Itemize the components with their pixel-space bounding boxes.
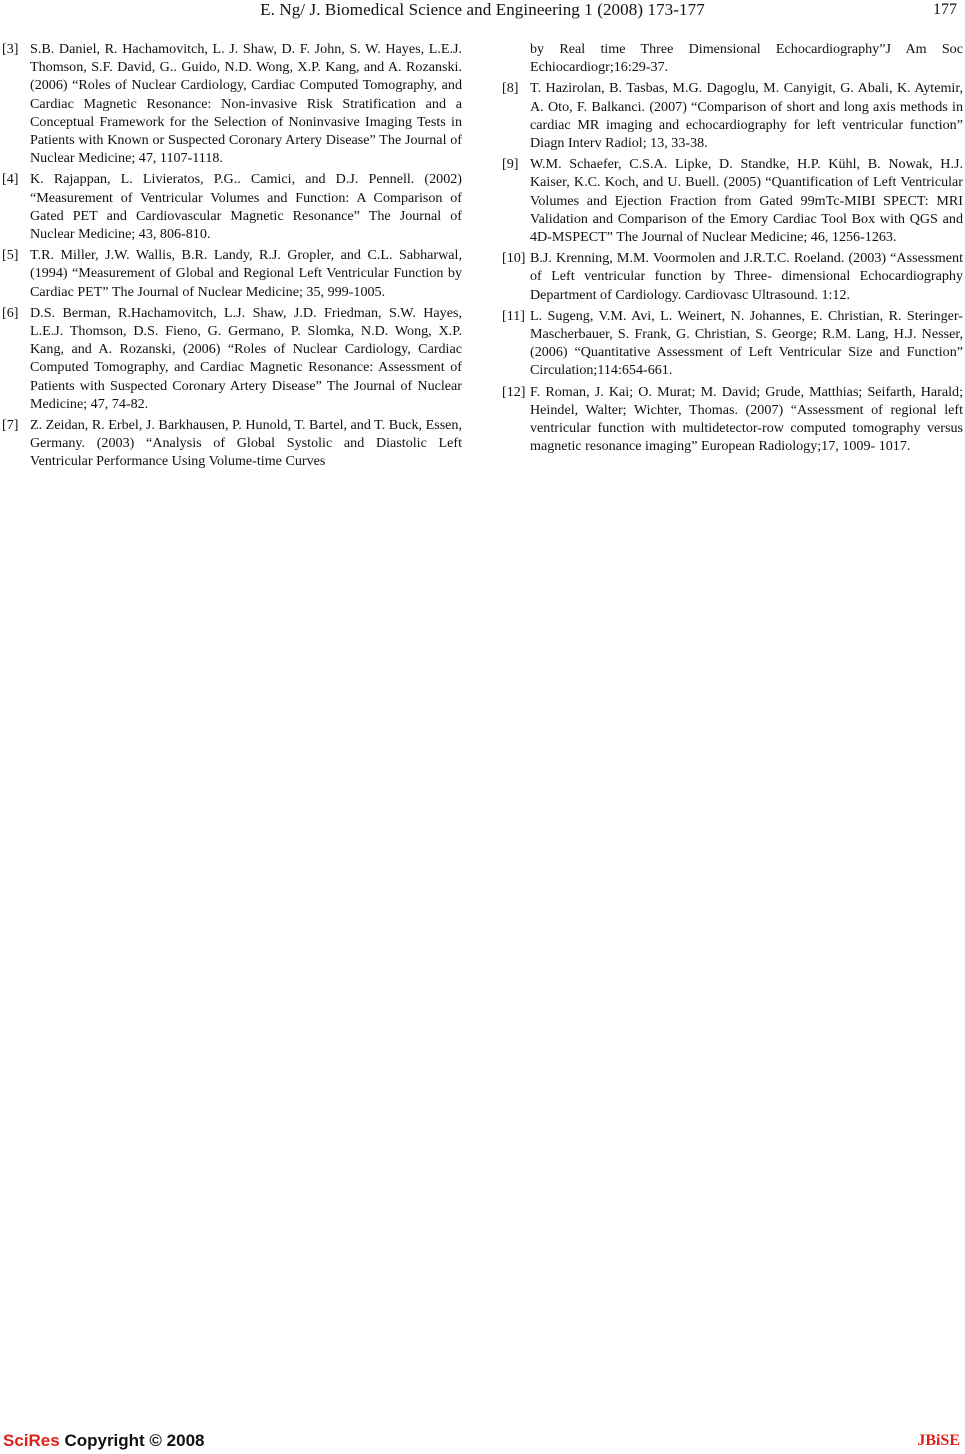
reference-item	[2, 246, 462, 301]
journal-abbreviation: JBiSE	[917, 1432, 960, 1449]
page-number: 177	[933, 1, 957, 18]
reference-item	[502, 155, 963, 246]
reference-number: [12]	[502, 383, 526, 400]
reference-item	[502, 249, 963, 304]
copyright-text: Copyright © 2008	[64, 1431, 205, 1450]
running-title: E. Ng/ J. Biomedical Science and Engineering 1 (2008) 173-177	[260, 0, 705, 19]
reference-text: F. Roman, J. Kai; O. Murat; M. David; Grude, Matthias; Seifarth, Harald; Heindel, Walter; Wichter, Thomas. (2007) “Assessment of regional left ventricular function with multidetector-row computed tomography versus magnetic resonance imaging” European Radiology;17, 1009- 1017.	[530, 383, 963, 455]
reference-number: [5]	[2, 247, 19, 264]
reference-item	[502, 307, 963, 380]
reference-number: [3]	[2, 41, 19, 57]
reference-number: [7]	[2, 417, 19, 434]
reference-item	[502, 383, 963, 456]
reference-text: W.M. Schaefer, C.S.A. Lipke, D. Standke, H.P. Kühl, B. Nowak, H.J. Kaiser, K.C. Koch, and U. Buell. (2005) “Quantification of Left Ventricular Volumes and Ejection Fraction from Gated 99mTc-MIBI SPECT: MRI Validation and Comparison of the Emory Cardiac Tool Box with QGS and 4D-MSPECT” The Journal of Nuclear Medicine; 46, 1256-1263.	[530, 156, 963, 246]
reference-text: S.B. Daniel, R. Hachamovitch, L. J. Shaw, D. F. John, S. W. Hayes, L.E.J. Thomson, S.F. David, G.. Guido, N.D. Wong, X.P. Kang, and A. Rozanski. (2006) “Roles of Nuclear Cardiology, Cardiac Computed Tomography, and Cardiac Magnetic Resonance: Non-invasive Risk Stratification and a Conceptual Framework for the Selection of Noninvasive Imaging Tests in Patients with Known or Suspected Coronary Artery Disease” The Journal of Nuclear Medicine; 47, 1107-1118.	[30, 41, 462, 167]
reference-number: [6]	[2, 304, 19, 321]
page-footer	[0, 1430, 965, 1454]
reference-item	[2, 416, 462, 471]
reference-number: [4]	[2, 171, 19, 188]
references-left-column	[2, 40, 462, 474]
reference-text: D.S. Berman, R.Hachamovitch, L.J. Shaw, J.D. Friedman, S.W. Hayes, L.E.J. Thomson, D.S. Fieno, G. Germano, P. Slomka, N.D. Wong, X.P. Kang, and A. Rozanski, (2006) “Roles of Nuclear Cardiology, Cardiac Computed Tomography, and Cardiac Magnetic Resonance: Assessment of Patients with Suspected Coronary Artery Disease” The Journal of Nuclear Medicine; 47, 74-82.	[30, 304, 462, 412]
references-right-column	[502, 40, 963, 458]
reference-number: [11]	[502, 307, 525, 324]
reference-item	[2, 40, 462, 167]
reference-text: T.R. Miller, J.W. Wallis, B.R. Landy, R.J. Gropler, and C.L. Sabharwal, (1994) “Measurement of Global and Regional Left Ventricular Function by Cardiac PET” The Journal of Nuclear Medicine; 35, 999-1005.	[30, 247, 462, 300]
reference-text: B.J. Krenning, M.M. Voormolen and J.R.T.C. Roeland. (2003) “Assessment of Left ventricular function by Three- dimensional Echocardiography Department of Cardiology. Cardiovasc Ultrasound. 1:12.	[530, 250, 963, 303]
reference-continuation	[502, 40, 963, 76]
running-header	[0, 0, 965, 22]
reference-item	[2, 304, 462, 413]
reference-number: [8]	[502, 80, 519, 97]
reference-item	[2, 170, 462, 243]
reference-text: Z. Zeidan, R. Erbel, J. Barkhausen, P. Hunold, T. Bartel, and T. Buck, Essen, Germany. (2003) “Analysis of Global Systolic and Diastolic Left Ventricular Performance Using Volume-time Curves	[30, 417, 462, 470]
publisher-logo: SciRes	[3, 1431, 60, 1450]
reference-text: K. Rajappan, L. Livieratos, P.G.. Camici, and D.J. Pennell. (2002) “Measurement of Ventricular Volumes and Function: A Comparison of Gated PET and Cardiovascular Magnetic Resonance” The Journal of Nuclear Medicine; 43, 806-810.	[30, 171, 462, 243]
reference-text: by Real time Three Dimensional Echocardiography”J Am Soc Echiocardiogr;16:29-37.	[530, 41, 963, 76]
publisher-copyright	[3, 1431, 205, 1451]
reference-item	[502, 79, 963, 152]
reference-text: T. Hazirolan, B. Tasbas, M.G. Dagoglu, M. Canyigit, G. Abali, K. Aytemir, A. Oto, F. Balkanci. (2007) “Comparison of short and long axis methods in cardiac MR imaging and echocardiography for left ventricular function” Diagn Interv Radiol; 13, 33-38.	[530, 80, 963, 152]
reference-number: [9]	[502, 156, 519, 173]
reference-number: [10]	[502, 250, 526, 267]
reference-text: L. Sugeng, V.M. Avi, L. Weinert, N. Johannes, E. Christian, R. Steringer-Mascherbauer, S. Frank, G. Christian, S. George; R.M. Lang, H.J. Nesser, (2006) “Quantitative Assessment of Left Ventricular Size and Function” Circulation;114:654-661.	[530, 307, 963, 379]
